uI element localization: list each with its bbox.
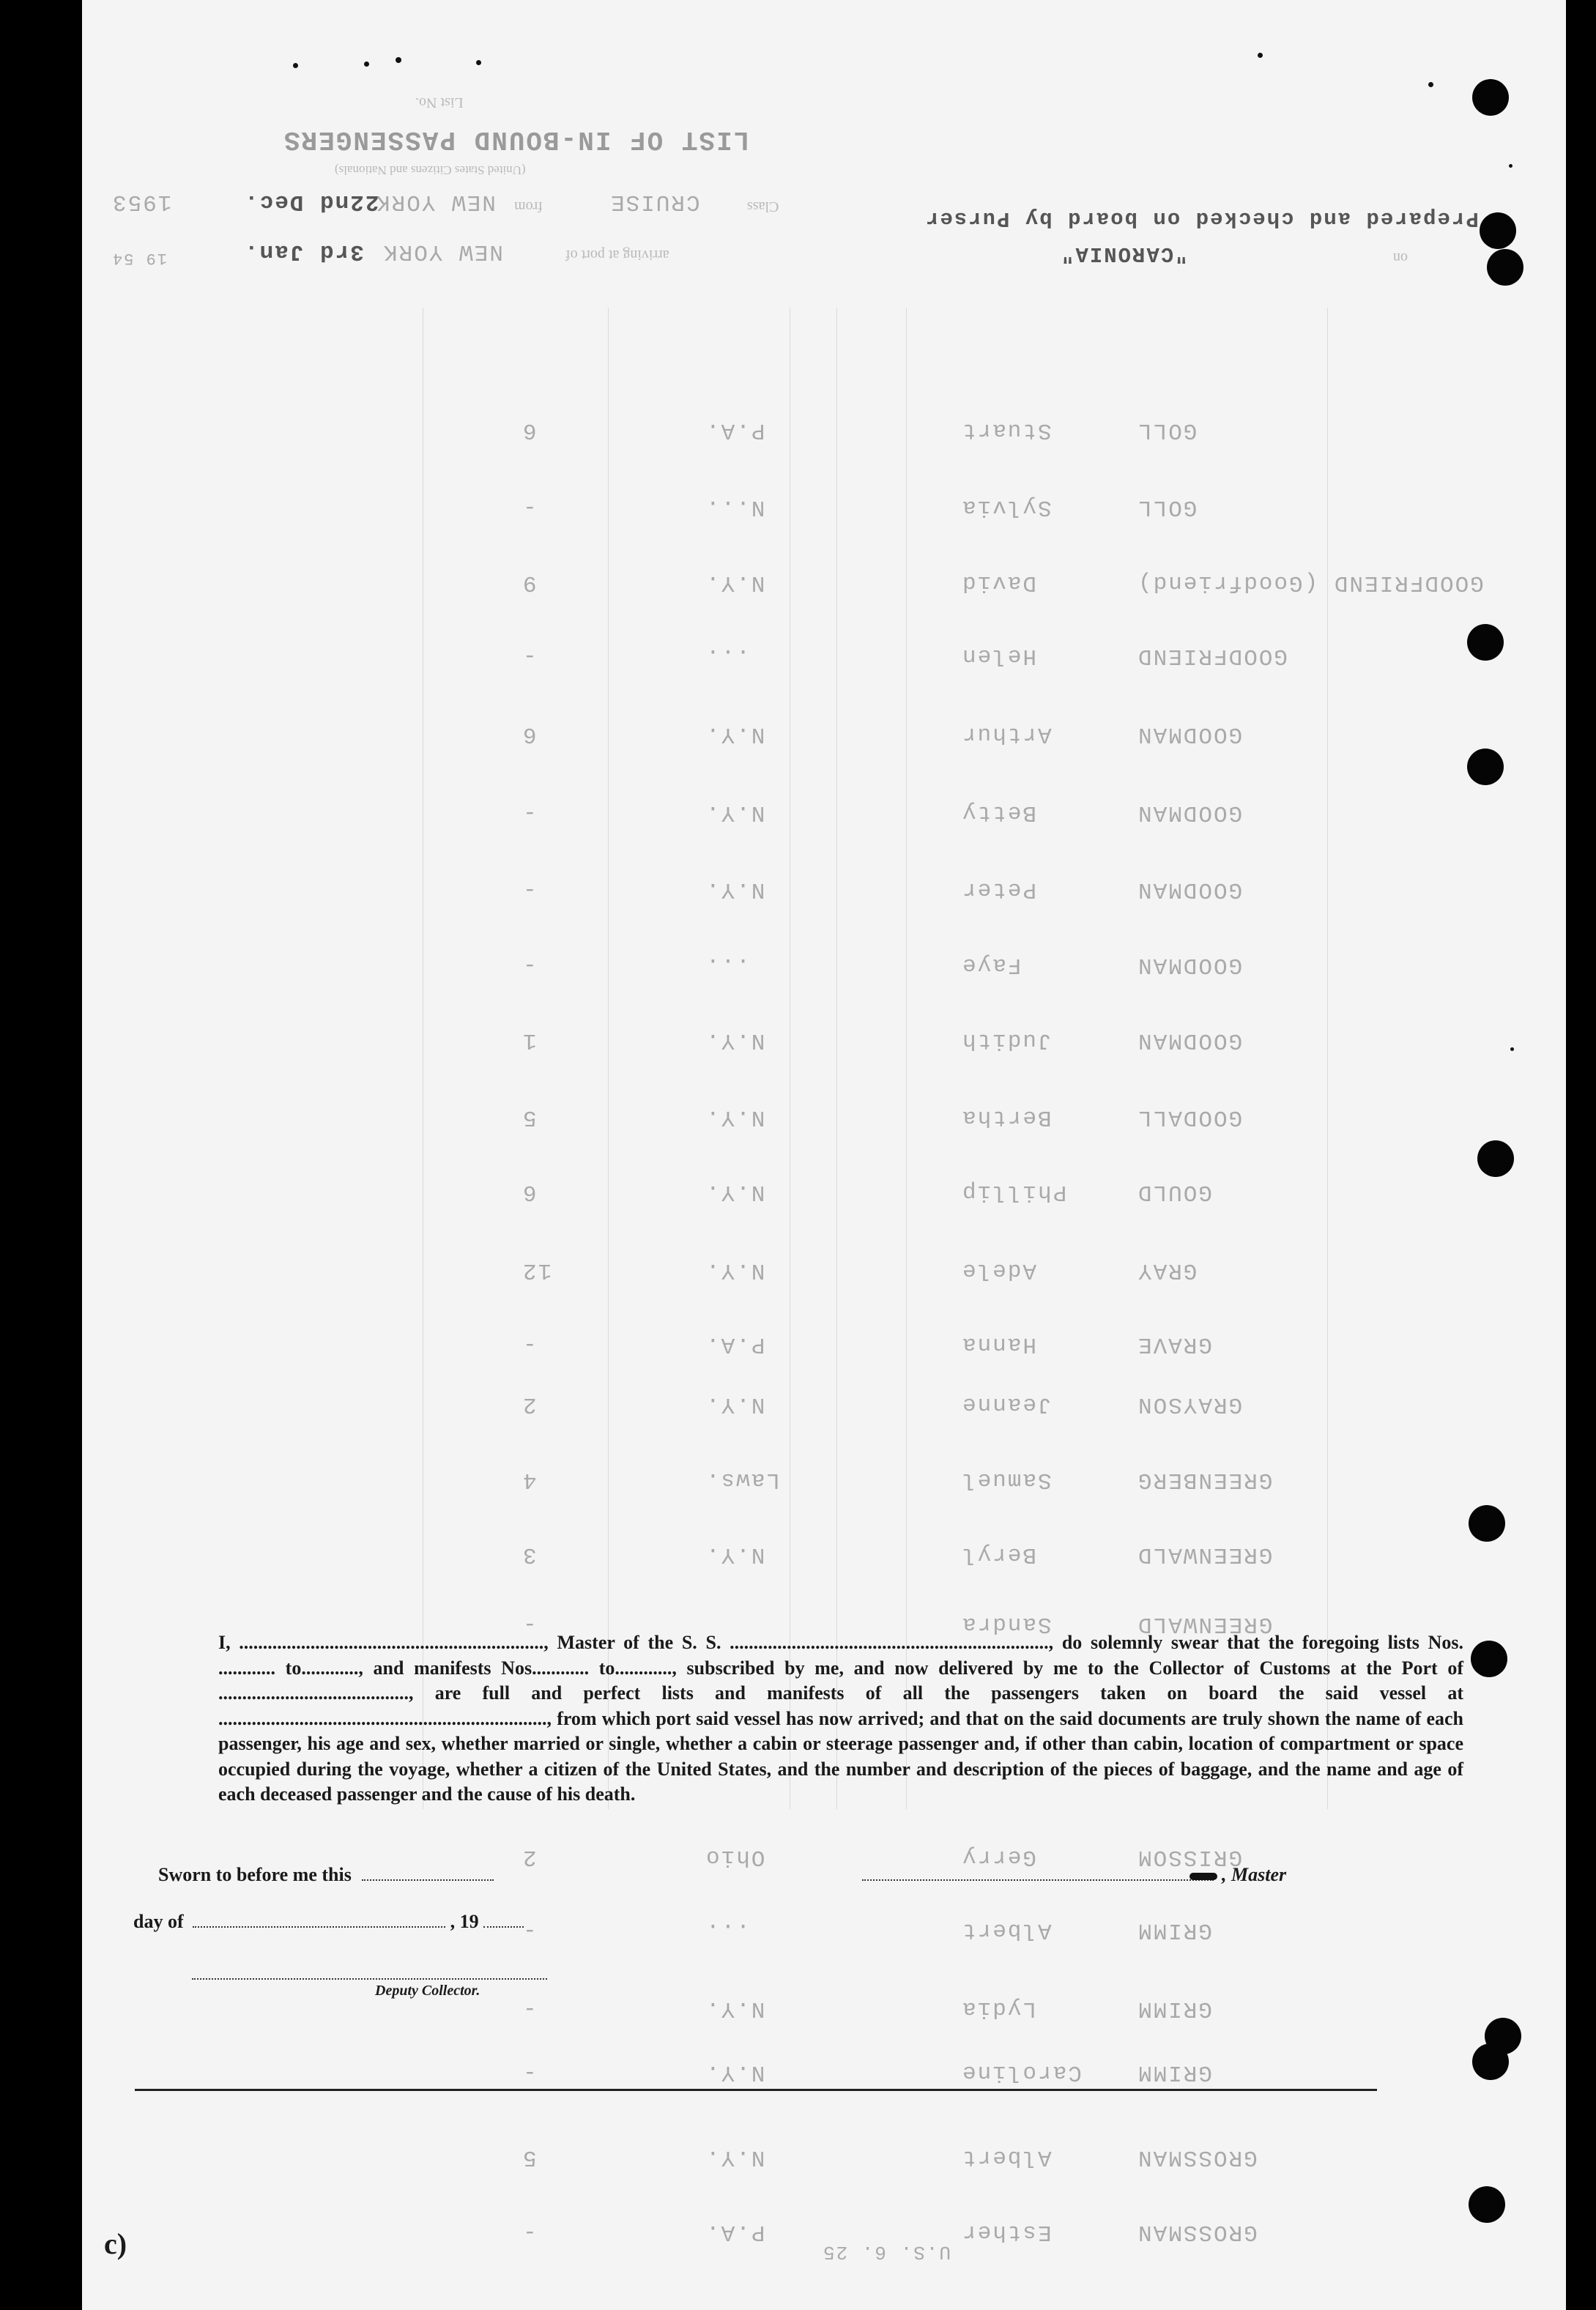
passenger-surname: GOODMAN — [1137, 877, 1243, 902]
form-subtitle: (United States Citizens and Nationals) — [335, 163, 526, 177]
passenger-place: P.A. — [705, 417, 765, 443]
passenger-given-name: Judith — [961, 1028, 1052, 1053]
passenger-age: - — [522, 2219, 537, 2245]
passenger-age: 2 — [522, 1392, 537, 1417]
sworn-line — [362, 1879, 494, 1881]
passenger-age: 5 — [522, 1104, 537, 1130]
passenger-surname: GOODMAN — [1137, 1028, 1243, 1053]
speck — [1428, 82, 1433, 87]
speck — [1509, 164, 1513, 168]
master-label: , Master — [1222, 1864, 1287, 1885]
passenger-surname: GOODMAN — [1137, 800, 1243, 825]
passenger-age: 6 — [522, 721, 537, 747]
column-rule — [836, 308, 837, 1809]
passenger-place: N... — [705, 494, 765, 520]
speck — [1258, 53, 1263, 58]
passenger-given-name: Stuart — [961, 417, 1052, 443]
passenger-given-name: Phillip — [961, 1179, 1067, 1205]
year-blank — [483, 1926, 524, 1928]
passenger-age: - — [522, 1996, 537, 2021]
passenger-place: P.A. — [705, 1332, 765, 1357]
passenger-surname: GOODMAN — [1137, 721, 1243, 747]
passenger-age: 9 — [522, 570, 537, 595]
passenger-place: Laws. — [705, 1467, 781, 1493]
passenger-age: 4 — [522, 1467, 537, 1493]
deputy-collector-label: Deputy Collector. — [375, 1983, 480, 1999]
passenger-age: - — [522, 952, 537, 978]
passenger-given-name: Gerry — [961, 1844, 1037, 1870]
from-label: from — [514, 198, 543, 215]
passenger-place: N.Y. — [705, 2144, 765, 2170]
bottom-rule — [135, 2089, 1377, 2091]
passenger-place: ... — [705, 1917, 750, 1943]
class-value: CRUISE — [609, 189, 700, 215]
punch-hole — [1472, 79, 1509, 116]
passenger-surname: GREENWALD — [1137, 1542, 1273, 1567]
passenger-surname: GRAY — [1137, 1258, 1198, 1283]
arrival-port-label: arriving at port of — [565, 247, 669, 263]
passenger-surname: GRIMM — [1137, 2060, 1213, 2085]
day-of-blank — [193, 1926, 445, 1928]
passenger-surname: GRAVE — [1137, 1332, 1213, 1357]
master-signature — [862, 1864, 1286, 1886]
passenger-given-name: David — [961, 570, 1037, 595]
passenger-age: - — [522, 1611, 537, 1637]
list-number-label: List No. — [415, 94, 464, 111]
passenger-given-name: Adele — [961, 1258, 1037, 1283]
class-label: Class — [747, 198, 779, 215]
margin-mark: c) — [104, 2227, 127, 2260]
passenger-place: N.Y. — [705, 1258, 765, 1283]
passenger-place: N.Y. — [705, 570, 765, 595]
passenger-given-name: Hanna — [961, 1332, 1037, 1357]
punch-hole — [1477, 1140, 1514, 1177]
passenger-surname: GOODFRIEND (Goodfriend) — [1137, 570, 1484, 595]
passenger-given-name: Faye — [961, 952, 1022, 978]
passenger-age: - — [522, 2060, 537, 2085]
master-oath — [218, 1630, 1463, 1808]
passenger-given-name: Betty — [961, 800, 1037, 825]
ship-name: "CARONIA" — [1060, 242, 1188, 266]
passenger-age: - — [522, 1332, 537, 1357]
column-rule — [1327, 308, 1328, 1809]
passenger-given-name: Albert — [961, 1917, 1052, 1943]
master-line — [862, 1879, 1214, 1881]
deputy-line — [192, 1978, 547, 1980]
passenger-age: 3 — [522, 1542, 537, 1567]
prepared-by-purser: Prepared and checked on board by Purser — [924, 207, 1479, 231]
speck — [476, 60, 481, 65]
passenger-age: 2 — [522, 1844, 537, 1870]
day-of-line — [133, 1911, 524, 1933]
passenger-surname: GROSSMAN — [1137, 2219, 1258, 2245]
passenger-place: N.Y. — [705, 2060, 765, 2085]
passenger-place: ... — [705, 952, 750, 978]
passenger-age: 12 — [522, 1258, 552, 1283]
passenger-given-name: Caroline — [961, 2060, 1082, 2085]
passenger-place: N.Y. — [705, 1028, 765, 1053]
arrival-date: 3rd Jan. — [243, 239, 364, 264]
passenger-place: N.Y. — [705, 1179, 765, 1205]
passenger-place: N.Y. — [705, 877, 765, 902]
form-title: LIST OF IN-BOUND PASSENGERS — [283, 125, 750, 155]
passenger-age: - — [522, 494, 537, 520]
passenger-place: N.Y. — [705, 1542, 765, 1567]
passenger-place: P.A. — [705, 2219, 765, 2245]
punch-hole — [1472, 2043, 1509, 2080]
speck — [1510, 1047, 1514, 1051]
passenger-age: 6 — [522, 1179, 537, 1205]
speck — [293, 63, 298, 68]
passenger-surname: GOULD — [1137, 1179, 1213, 1205]
passenger-surname: GRAYSON — [1137, 1392, 1243, 1417]
footer-stamp: U.S. 6. 25 — [822, 2241, 951, 2263]
passenger-age: 1 — [522, 1028, 537, 1053]
column-rule — [906, 308, 907, 1809]
passenger-given-name: Esther — [961, 2219, 1052, 2245]
arrival-year: 19 54 — [111, 249, 168, 267]
sworn-text: Sworn to before me this — [158, 1864, 352, 1885]
departure-date: 22nd Dec. — [243, 189, 379, 215]
passenger-given-name: Bertha — [961, 1104, 1052, 1130]
punch-hole — [1469, 1505, 1505, 1542]
passenger-age: - — [522, 643, 537, 669]
punch-hole — [1469, 2186, 1505, 2223]
punch-hole — [1480, 212, 1516, 249]
sworn-label — [158, 1864, 494, 1886]
passenger-age: 6 — [522, 417, 537, 443]
passenger-given-name: Arthur — [961, 721, 1052, 747]
passenger-age: - — [522, 877, 537, 902]
passenger-surname: GREENWALD — [1137, 1611, 1273, 1637]
passenger-given-name: Helen — [961, 643, 1037, 669]
punch-hole — [1467, 749, 1504, 785]
passenger-place: Ohio — [705, 1844, 765, 1870]
year-prefix: , 19 — [450, 1911, 479, 1932]
passenger-age: - — [522, 1917, 537, 1943]
departure-year: 1953 — [111, 189, 172, 215]
manifest-page — [82, 0, 1566, 2310]
passenger-place: N.Y. — [705, 1104, 765, 1130]
passenger-surname: GOODFRIEND — [1137, 643, 1288, 669]
passenger-given-name: Sylvia — [961, 494, 1052, 520]
passenger-given-name: Samuel — [961, 1467, 1052, 1493]
punch-hole — [1471, 1641, 1507, 1677]
passenger-surname: GRIMM — [1137, 1917, 1213, 1943]
passenger-place: N.Y. — [705, 721, 765, 747]
passenger-place: N.Y. — [705, 1392, 765, 1417]
passenger-surname: GOODALL — [1137, 1104, 1243, 1130]
passenger-surname: GOLL — [1137, 494, 1198, 520]
passenger-place: N.Y. — [705, 1996, 765, 2021]
from-value: NEW YORK — [375, 189, 496, 215]
passenger-surname: GREENBERG — [1137, 1467, 1273, 1493]
passenger-surname: GOODMAN — [1137, 952, 1243, 978]
speck — [396, 57, 401, 63]
passenger-given-name: Albert — [961, 2144, 1052, 2170]
column-rule — [608, 308, 609, 1809]
day-of-label: day of — [133, 1911, 184, 1932]
punch-hole — [1467, 624, 1504, 661]
speck — [364, 62, 369, 67]
passenger-place: N.Y. — [705, 800, 765, 825]
passenger-given-name: Jeanne — [961, 1392, 1052, 1417]
master-scribble — [1189, 1873, 1217, 1880]
passenger-given-name: Lydia — [961, 1996, 1037, 2021]
passenger-surname: GRIMM — [1137, 1996, 1213, 2021]
passenger-age: - — [522, 800, 537, 825]
oath-text: I, ................................................................, Master of the S. S. ..................................................................., do solemnly swear that the foregoing lists Nos. ............ to............, and manifests Nos............ to............, subscribed by me, and now delivered by me to the Collector of Customs at the Port of ........................................, are full and perfect lists and manifests of all the passengers taken on board the said vessel at ....................................................................., from which port said vessel has now arrived; and that on the said documents are truly shown the name of each passenger, his age and sex, whether married or single, whether a cabin or steerage passenger and, if other than cabin, location of compartment or space occupied during the voyage, whether a citizen of the United States, and the number and description of the pieces of baggage, and the name and age of each deceased passenger and the cause of his death. — [218, 1632, 1463, 1805]
passenger-surname: GRISSOM — [1137, 1844, 1243, 1870]
passenger-age: 5 — [522, 2144, 537, 2170]
passenger-given-name: Sandra — [961, 1611, 1052, 1637]
passenger-given-name: Peter — [961, 877, 1037, 902]
passenger-place: ... — [705, 643, 750, 669]
passenger-given-name: Beryl — [961, 1542, 1037, 1567]
deputy-signature — [192, 1963, 547, 1985]
passenger-surname: GOLL — [1137, 417, 1198, 443]
arrival-port-value: NEW YORK — [382, 239, 503, 264]
punch-hole — [1487, 249, 1523, 286]
on-label: on — [1393, 250, 1408, 266]
passenger-surname: GROSSMAN — [1137, 2144, 1258, 2170]
